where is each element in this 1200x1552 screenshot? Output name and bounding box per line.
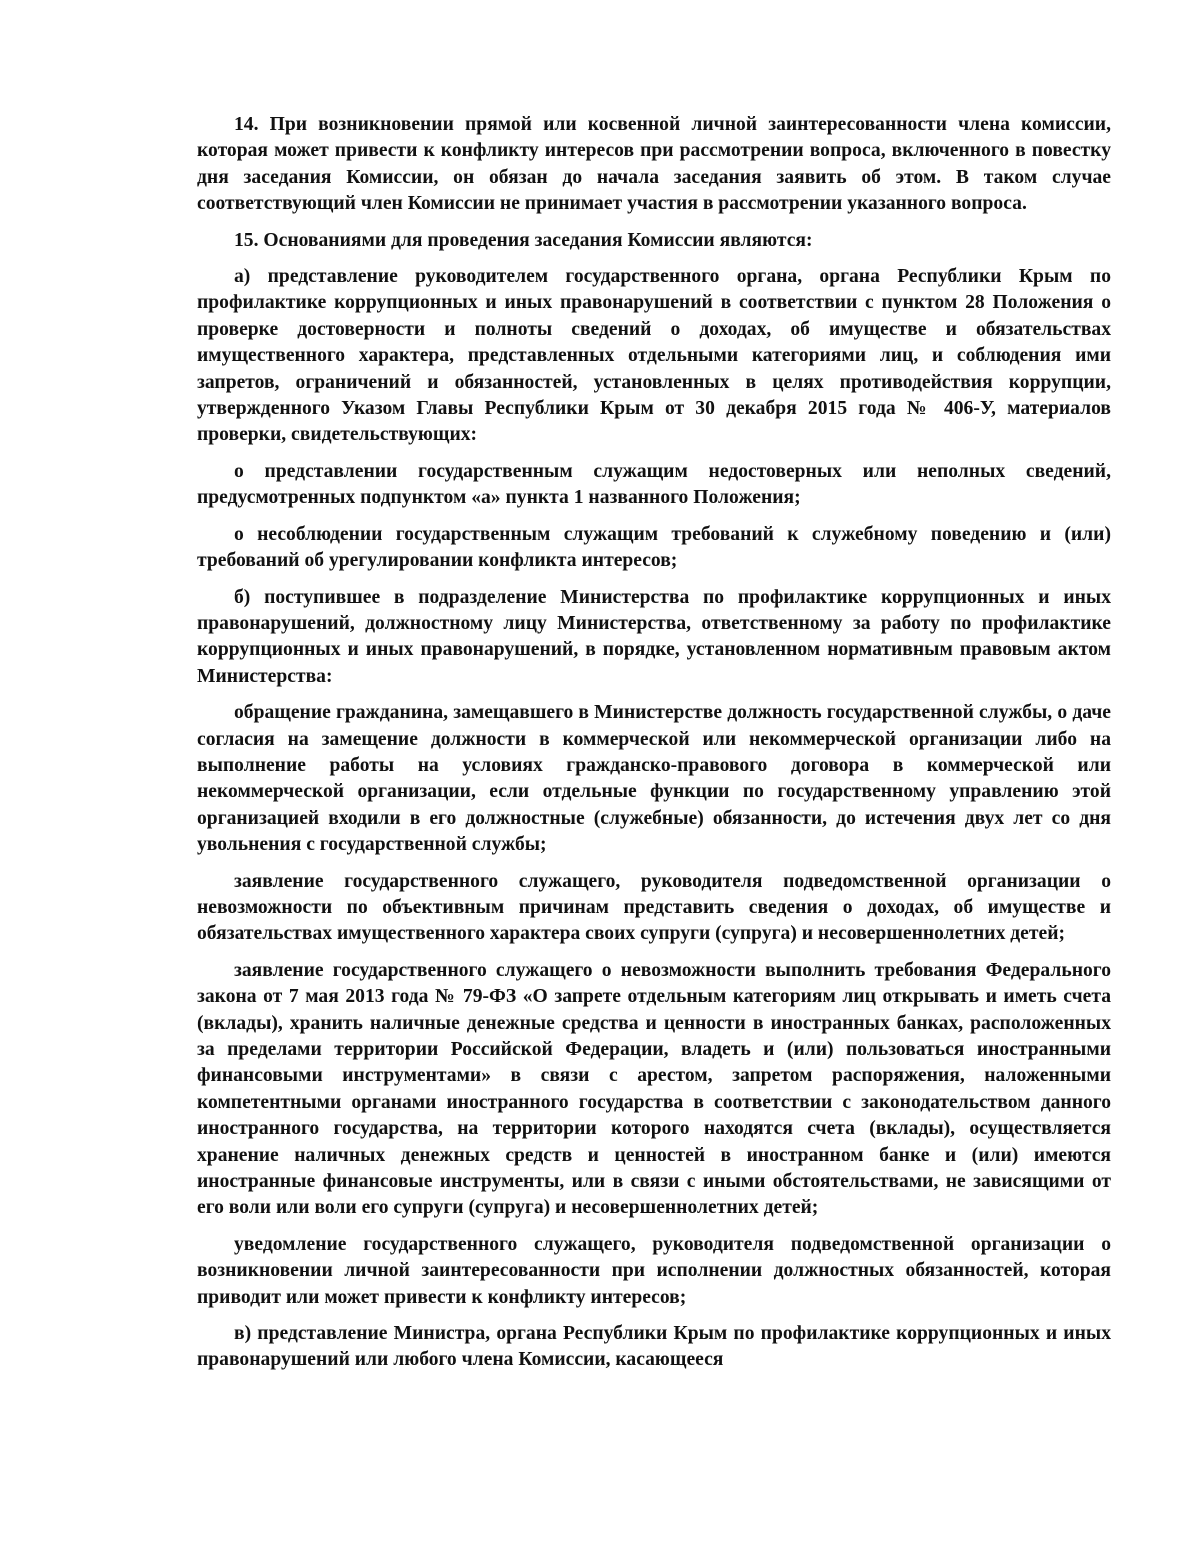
paragraph-15: 15. Основаниями для проведения заседания Комиссии являются: [234,229,813,251]
paragraph-15a-item-2: о несоблюдении государственным служащим требований к служебному поведению и (или) требований об урегулировании конфликта интересов; [197,523,1111,572]
paragraph-15b-item-2: заявление государственного служащего, руководителя подведомственной организации о невозможности по объективным причинам представить сведения о доходах, об имуществе и обязательствах имущественного характера своих супруги (супруга) и несовершеннолетних детей; [197,870,1111,945]
paragraph-15a-item-1: о представлении государственным служащим недостоверных или неполных сведений, предусмотренных подпунктом «а» пункта 1 названного Положения; [197,460,1111,509]
paragraph-15b-item-1: обращение гражданина, замещавшего в Министерстве должность государственной службы, о даче согласия на замещение должности в коммерческой или некоммерческой организации либо на выполнение работы на условиях гражданско-правового договора в коммерческой или некоммерческой организации, если отдельные функции по государственному управлению этой организацией входили в его должностные (служебные) обязанности, до истечения двух лет со дня увольнения с государственной службы; [197,702,1111,856]
paragraph-14: 14. При возникновении прямой или косвенной личной заинтересованности члена комиссии, которая может привести к конфликту интересов при рассмотрении вопроса, включенного в повестку дня заседания Комиссии, он обязан до начала заседания заявить об этом. В таком случае соответствующий член Комиссии не принимает участия в рассмотрении указанного вопроса. [197,114,1111,215]
paragraph-15v: в) представление Министра, органа Республики Крым по профилактике коррупционных и иных правонарушений или любого члена Комиссии, касающееся [197,1323,1111,1371]
paragraph-15a: а) представление руководителем государственного органа, органа Республики Крым по профилактике коррупционных и иных правонарушений в соответствии с пунктом 28 Положения о проверке достоверности и полноты сведений о доходах, об имуществе и обязательствах имущественного характера, представленных отдельными категориями лиц, и соблюдения ими запретов, ограничений и обязанностей, установленных в целях противодействия коррупции, утвержденного Указом Главы Республики Крым от 30 декабря 2015 года № 406-У, материалов проверки, свидетельствующих: [197,266,1111,446]
paragraph-15b-item-3: заявление государственного служащего о невозможности выполнить требования Федерального закона от 7 мая 2013 года № 79-ФЗ «О запрете отдельным категориям лиц открывать и иметь счета (вклады), хранить наличные денежные средства и ценности в иностранных банках, расположенных за пределами территории Российской Федерации, владеть и (или) пользоваться иностранными финансовыми инструментами» в связи с арестом, запретом распоряжения, наложенными компетентными органами иностранного государства в соответствии с законодательством данного иностранного государства, на территории которого находятся счета (вклады), осуществляется хранение наличных денежных средств и ценностей в иностранном банке и (или) имеются иностранные финансовые инструменты, или в связи с иными обстоятельствами, не зависящими от его воли или воли его супруги (супруга) и несовершеннолетних детей; [197,959,1111,1219]
paragraph-15b: б) поступившее в подразделение Министерства по профилактике коррупционных и иных правонарушений, должностному лицу Министерства, ответственному за работу по профилактике коррупционных и иных правонарушений, в порядке, установленном нормативным правовым актом Министерства: [197,586,1111,687]
document-page [197,112,1111,1384]
paragraph-15b-item-4: уведомление государственного служащего, руководителя подведомственной организации о возникновении личной заинтересованности при исполнении должностных обязанностей, которая приводит или может привести к конфликту интересов; [197,1233,1111,1308]
